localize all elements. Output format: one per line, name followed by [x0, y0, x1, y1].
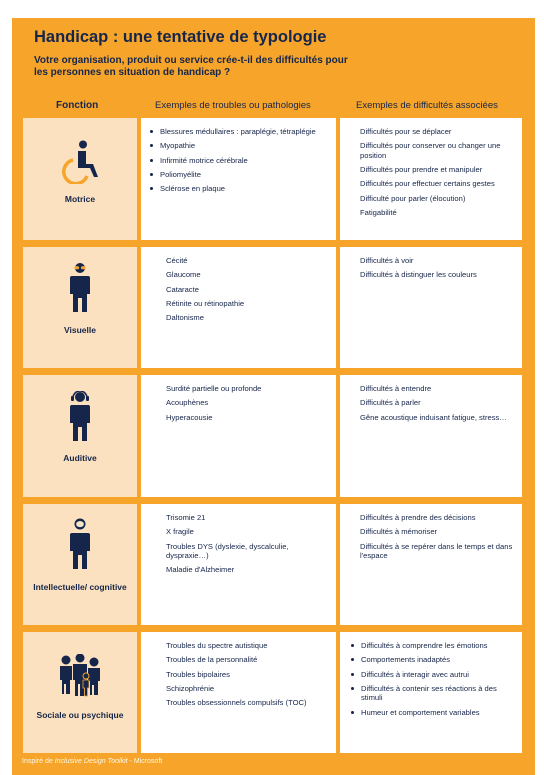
- examples-cell: [141, 632, 336, 753]
- row-auditive: [23, 375, 522, 497]
- row-motrice: [23, 118, 522, 240]
- person-brain-icon: [69, 518, 91, 570]
- footer-suffix: - Microsoft: [129, 758, 163, 765]
- example-item: Sclérose en plaque: [148, 184, 334, 194]
- difficulties-cell: [340, 504, 522, 625]
- difficulty-item: Difficultés à se repérer dans le temps et dans l'espace: [360, 541, 513, 561]
- function-name: Visuelle: [64, 325, 96, 335]
- poster: [12, 18, 535, 775]
- difficulty-item: Difficultés à parler: [360, 398, 421, 408]
- example-item: Troubles obsessionnels compulsifs (TOC): [166, 698, 307, 708]
- function-name: Auditive: [63, 453, 97, 463]
- function-cell: [23, 504, 137, 625]
- difficulty-item: Difficultés pour se déplacer: [360, 127, 452, 136]
- function-name: Motrice: [64, 194, 96, 204]
- example-item: Troubles DYS (dyslexie, dyscalculie, dyspraxie…): [166, 541, 289, 561]
- row-visuelle: [23, 247, 522, 368]
- function-name: Sociale ou psychique: [36, 710, 124, 720]
- example-item: Troubles bipolaires: [166, 669, 230, 679]
- difficulties-cell: [340, 375, 522, 497]
- example-item: Schizophrénie: [166, 683, 215, 693]
- wheelchair-icon: [59, 140, 101, 184]
- row-intellectuelle: [23, 504, 522, 625]
- difficulties-cell: [340, 247, 522, 368]
- example-item: Glaucome: [166, 270, 201, 280]
- difficulty-item: Difficultés pour prendre et manipuler: [360, 165, 483, 175]
- difficulty-item: Difficultés à entendre: [360, 384, 432, 393]
- page-subtitle: Votre organisation, produit ou service crée-t-il des difficultés pour les personnes en situation de handicap ?: [34, 55, 348, 78]
- row-sociale: [23, 632, 522, 753]
- footer-prefix: Inspiré de: [22, 758, 53, 765]
- difficulties-cell: [340, 118, 522, 240]
- function-cell: [23, 247, 137, 368]
- difficulty-item: Difficultés pour conserver ou changer une position: [360, 141, 501, 160]
- example-item: X fragile: [166, 527, 194, 537]
- person-glasses-icon: [69, 263, 91, 313]
- example-item: Troubles du spectre autistique: [166, 641, 268, 650]
- example-item: Infirmité motrice cérébrale: [148, 156, 334, 166]
- footer-credit: [22, 758, 162, 765]
- examples-cell: [141, 375, 336, 497]
- difficulty-item: Difficultés à comprendre les émotions: [349, 641, 519, 651]
- difficulty-item: Difficultés à interagir avec autrui: [349, 670, 519, 680]
- difficulty-item: Difficultés à mémoriser: [360, 527, 438, 537]
- difficulty-item: Comportements inadaptés: [349, 655, 519, 665]
- header-function: Fonction: [56, 100, 99, 111]
- footer-source: Inclusive Design Toolkit: [54, 758, 128, 765]
- examples-cell: [141, 247, 336, 368]
- example-item: Surdité partielle ou profonde: [166, 384, 262, 393]
- person-headphones-icon: [67, 391, 93, 441]
- header-examples: Exemples de troubles ou pathologies: [155, 100, 311, 111]
- function-cell: [23, 118, 137, 240]
- difficulty-item: Difficultés à prendre des décisions: [360, 513, 476, 522]
- examples-cell: [141, 118, 336, 240]
- example-item: Myopathie: [148, 141, 334, 151]
- example-item: Hyperacousie: [166, 412, 213, 422]
- example-item: Poliomyélite: [148, 170, 334, 180]
- difficulty-item: Difficultés à contenir ses réactions à des stimuli: [349, 684, 519, 703]
- examples-cell: [141, 504, 336, 625]
- group-people-icon: [57, 654, 103, 698]
- difficulty-item: Difficultés pour effectuer certains gestes: [360, 179, 495, 189]
- difficulty-item: Fatigabilité: [360, 207, 397, 217]
- difficulty-item: Difficultés à distinguer les couleurs: [360, 270, 477, 280]
- example-item: Cataracte: [166, 284, 199, 294]
- example-item: Trisomie 21: [166, 513, 206, 522]
- difficulty-item: Difficultés à voir: [360, 256, 414, 265]
- function-cell: [23, 375, 137, 497]
- header-difficulties: Exemples de difficultés associées: [356, 100, 498, 111]
- page-title: Handicap : une tentative de typologie: [34, 28, 327, 46]
- function-name: Intellectuelle/ cognitive: [33, 582, 127, 592]
- function-cell: [23, 632, 137, 753]
- difficulty-item: Difficulté pour parler (élocution): [360, 193, 466, 203]
- difficulty-item: Humeur et comportement variables: [349, 708, 519, 718]
- example-item: Rétinite ou rétinopathie: [166, 298, 245, 308]
- example-item: Daltonisme: [166, 313, 204, 323]
- example-item: Cécité: [166, 256, 188, 265]
- example-item: Troubles de la personnalité: [166, 655, 258, 665]
- example-item: Blessures médullaires : paraplégie, tétraplégie: [148, 127, 334, 137]
- example-item: Maladie d'Alzheimer: [166, 565, 235, 575]
- example-item: Acouphènes: [166, 398, 209, 408]
- difficulty-item: Gêne acoustique induisant fatigue, stress…: [360, 412, 507, 422]
- difficulties-cell: [340, 632, 522, 753]
